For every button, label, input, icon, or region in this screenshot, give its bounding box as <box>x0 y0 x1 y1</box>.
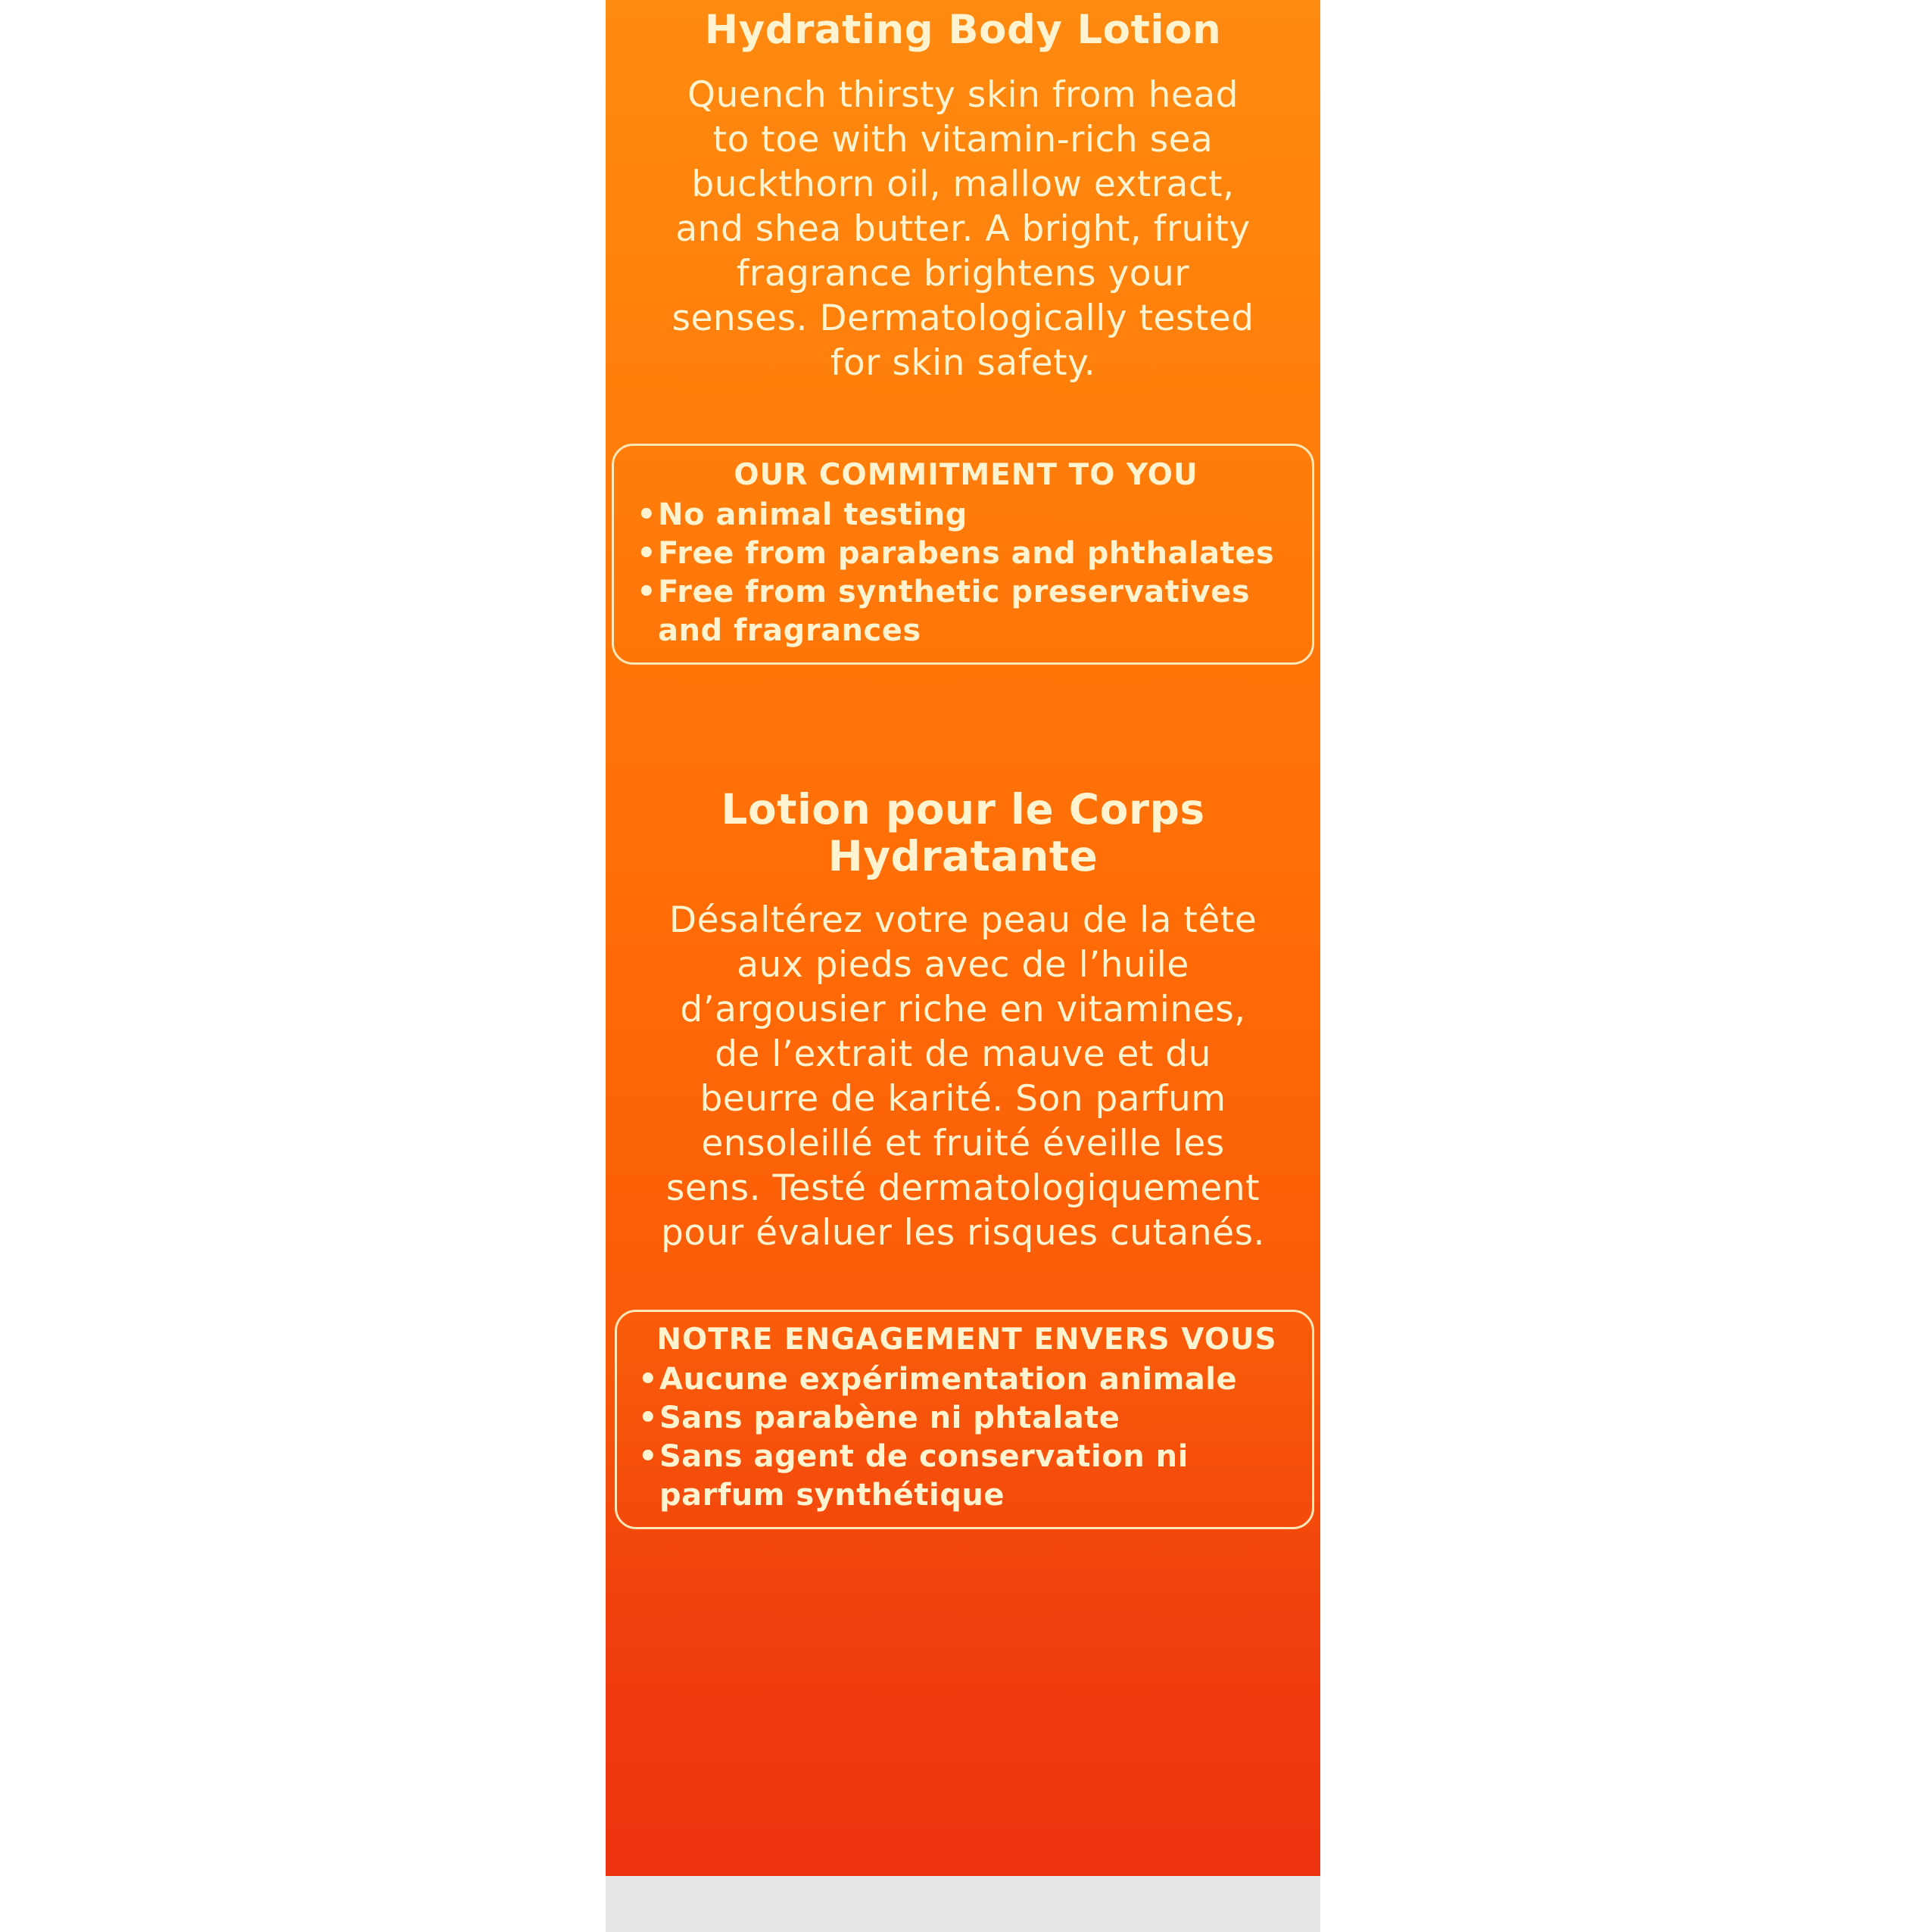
english-commitment-item <box>637 534 1295 573</box>
english-description-line: buckthorn oil, mallow extract, <box>691 164 1235 205</box>
french-description-line: de l’extrait de mauve et du <box>715 1033 1211 1075</box>
english-description <box>606 73 1320 385</box>
bullet-icon: • <box>637 536 657 571</box>
english-title <box>606 8 1320 53</box>
french-description-line: pour évaluer les risques cutanés. <box>661 1212 1265 1254</box>
english-commitment-item <box>637 496 1295 534</box>
french-commitment-item <box>638 1399 1295 1438</box>
english-commitment-box <box>612 444 1314 665</box>
french-commitment-item-text: parfum synthétique <box>659 1478 1005 1513</box>
french-commitment-item-text: Aucune expérimentation animale <box>659 1362 1238 1397</box>
french-commitment-item <box>638 1438 1295 1515</box>
french-description-line: Désaltérez votre peau de la tête <box>668 899 1257 941</box>
bullet-icon: • <box>637 575 657 609</box>
english-description-line: and shea butter. A bright, fruity <box>675 208 1251 250</box>
bullet-icon: • <box>638 1401 659 1435</box>
french-commitment-box <box>615 1310 1314 1529</box>
english-description-line: Quench thirsty skin from head <box>687 74 1239 116</box>
french-description-line: sens. Testé dermatologiquement <box>665 1167 1260 1209</box>
french-title <box>606 786 1320 880</box>
english-commitment-item-text: No animal testing <box>658 497 968 532</box>
french-description <box>606 898 1320 1255</box>
french-commitment-item-text: Sans agent de conservation ni <box>659 1439 1189 1474</box>
french-title-line: Hydratante <box>827 832 1098 880</box>
french-description-line: d’argousier riche en vitamines, <box>680 989 1246 1030</box>
french-commitment-item-text: Sans parabène ni phtalate <box>659 1401 1120 1435</box>
english-commitment-list <box>637 496 1295 650</box>
english-title-text: Hydrating Body Lotion <box>704 7 1222 53</box>
english-description-line: to toe with vitamin-rich sea <box>712 119 1214 160</box>
french-commitment-item <box>638 1360 1295 1399</box>
bottom-gray-strip <box>606 1876 1320 1932</box>
product-box-side-panel <box>606 0 1320 1932</box>
english-commitment-item-text: Free from parabens and phthalates <box>658 536 1275 571</box>
bullet-icon: • <box>638 1362 659 1397</box>
english-commitment-item <box>637 573 1295 650</box>
french-commitment-heading: NOTRE ENGAGEMENT ENVERS VOUS <box>656 1323 1277 1357</box>
french-commitment-list <box>638 1360 1295 1515</box>
french-description-line: beurre de karité. Son parfum <box>700 1078 1226 1120</box>
english-description-line: for skin safety. <box>830 342 1096 384</box>
english-commitment-item-text: Free from synthetic preservatives <box>658 575 1251 609</box>
french-title-line: Lotion pour le Corps <box>721 785 1205 834</box>
english-description-line: senses. Dermatologically tested <box>672 298 1254 339</box>
bullet-icon: • <box>637 497 657 532</box>
english-description-line: fragrance brightens your <box>736 253 1190 294</box>
english-commitment-heading: OUR COMMITMENT TO YOU <box>734 458 1198 492</box>
bullet-icon: • <box>638 1439 659 1474</box>
french-description-line: ensoleillé et fruité éveille les <box>701 1123 1225 1164</box>
english-commitment-item-text: and fragrances <box>658 613 921 648</box>
french-description-line: aux pieds avec de l’huile <box>737 944 1189 986</box>
